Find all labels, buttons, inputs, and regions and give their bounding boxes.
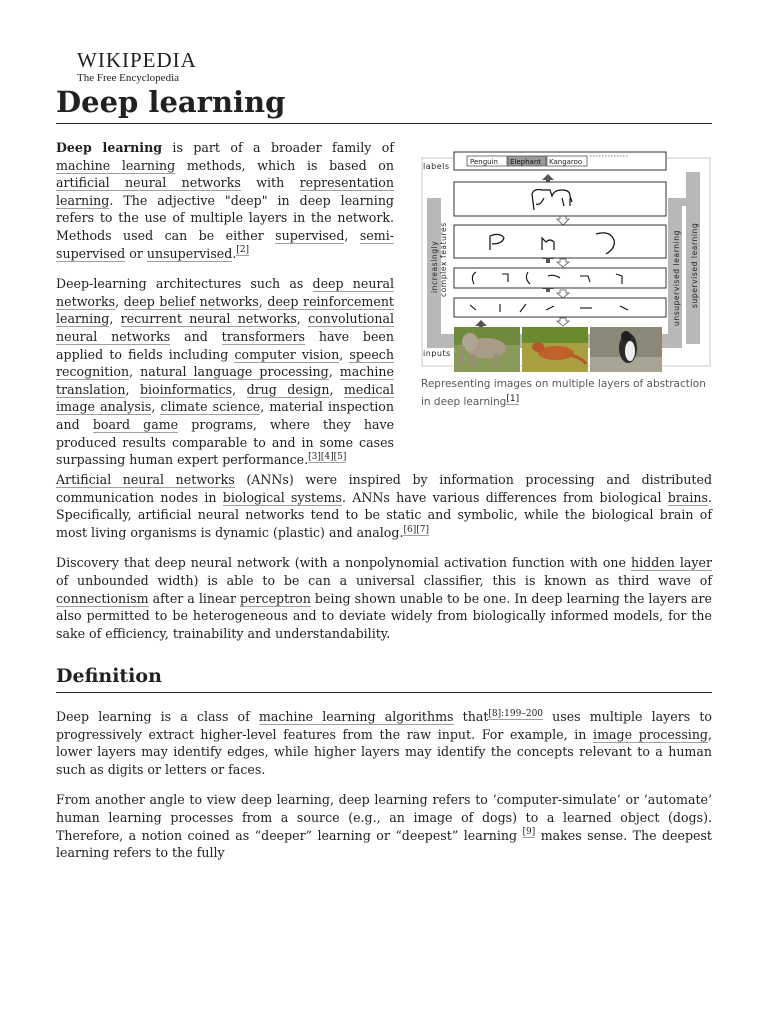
link-convolutional-neural-networks[interactable]: convolutional neural networks [56,311,394,344]
text: or [125,245,147,261]
text: that [453,709,489,724]
label-unsupervised-learning: unsupervised learning [672,229,681,326]
caption-citation-1[interactable]: [1] [506,393,520,404]
text: , material inspection and [56,399,394,432]
label-complex-features: complex features [439,222,448,297]
class-kangaroo: Kangaroo [549,158,583,166]
text: , [115,293,124,309]
text: , [329,381,344,397]
link-computer-vision[interactable]: computer vision [234,346,340,362]
link-deep-reinforcement-learning[interactable]: deep reinforcement learning [56,293,394,327]
intro-paragraph-2 [56,275,394,469]
text: with [240,175,300,191]
logo-tagline: The Free Encyclopedia [77,72,180,84]
link-supervised[interactable]: supervised [275,227,345,243]
link-speech-recognition[interactable]: speech recognition [56,346,394,380]
wikipedia-logo[interactable] [77,49,197,84]
caption-text: Representing images on multiple layers of abstraction in deep learning [421,378,706,408]
text: , [344,227,360,243]
label-supervised-learning: supervised learning [690,222,699,308]
body-paragraph-anns [56,471,712,655]
link-deep-neural-networks[interactable]: deep neural networks [56,276,395,309]
text: have been applied to fields including [56,328,394,362]
text: Discovery that deep neural network (with a nonpolynomial activation function with one [56,555,632,571]
input-photo-penguin [590,327,662,372]
figure-caption [421,375,713,411]
text: , [328,364,340,380]
row-label-inputs: inputs [423,349,451,358]
logo-wordmark: WIKIPEDIA [77,48,197,72]
citation-2[interactable]: [2] [236,245,250,256]
class-elephant: Elephant [510,158,542,166]
paragraph-discovery [56,554,712,642]
text: . ANNs have various differences from biological [341,489,668,505]
link-machine-translation[interactable]: machine translation [56,364,394,397]
citation-8[interactable]: [8]:199–200 [488,708,544,719]
link-natural-language-processing[interactable]: natural language processing [140,364,329,380]
link-semi-supervised[interactable]: semi-supervised [56,227,394,261]
figure-diagram [420,150,712,372]
link-transformers[interactable]: transformers [221,328,305,344]
text: , [258,293,268,309]
class-penguin: Penguin [470,158,498,166]
text: , [129,364,141,380]
text: after a linear [148,590,240,606]
definition-paragraph-1 [56,708,712,778]
text: is part of a broader family of [162,140,394,155]
link-machine-learning[interactable]: machine learning [56,157,176,173]
lead-term: Deep learning [56,140,163,155]
link-biological-systems[interactable]: biological systems [222,489,342,505]
input-photo-elephant [454,327,520,372]
intro-paragraph-1 [56,139,394,262]
citation-6-7[interactable]: [6][7] [403,524,429,535]
input-photo-kangaroo [522,327,588,372]
text: programs, where they have produced results comparable to and in some cases surpassing human expert performance. [56,416,395,468]
text: , [339,346,350,362]
label-increasingly: increasingly [430,240,439,293]
text: Deep learning is a class of [56,709,259,724]
text: , [232,381,247,397]
citation-3-4-5[interactable]: [3][4][5] [308,451,347,462]
link-artificial-neural-networks-2[interactable]: Artificial neural networks [56,472,235,487]
text: of unbounded width) is able to be can a universal classifier, this is known as third wave of [56,572,712,588]
citation-9[interactable]: [9] [522,827,536,838]
link-representation-learning[interactable]: representation learning [56,175,394,208]
link-brains[interactable]: brains [667,489,708,505]
page-title: Deep learning [56,82,712,124]
band-join [668,198,700,206]
text: Deep-learning architectures such as [56,276,313,292]
text: methods, which is based on [175,157,395,173]
link-board-game[interactable]: board game [92,416,179,432]
definition-section [56,708,712,875]
link-deep-belief-networks[interactable]: deep belief networks [123,293,259,309]
text: . [232,245,237,261]
text: (ANNs) were inspired by information processing and distributed communication nodes in [56,472,712,505]
layer-object-parts [454,182,666,216]
text: , [125,381,140,397]
link-medical-image-analysis[interactable]: medical image analysis [56,381,394,415]
text: , [109,311,121,327]
link-drug-design[interactable]: drug design [246,381,330,397]
text: uses multiple layers to progressively extract higher-level features from the raw input. For example, in [56,709,712,742]
link-machine-learning-algorithms[interactable]: machine learning algorithms [258,709,454,724]
link-image-processing[interactable]: image processing [593,726,708,742]
section-heading-definition: Definition [56,662,712,693]
deep-learning-figure[interactable] [420,150,712,376]
link-hidden-layer[interactable]: hidden layer [631,555,712,571]
layer-parts [454,225,666,258]
row-label-labels: labels [423,162,450,171]
text: being shown unable to be one. In deep learning the layers are also permitted to be heterogeneous and to deviate widely from biologically informed models, for the sake of efficiency, trainability and understandability. [56,590,713,641]
definition-paragraph-2 [56,791,712,861]
link-artificial-neural-networks[interactable]: artificial neural networks [56,175,241,191]
layer-edges [454,298,666,317]
intro-section [56,139,394,482]
link-climate-science[interactable]: climate science [160,399,261,415]
text: . The adjective "deep" in deep learning refers to the use of multiple layers in the network. Methods used can be either [56,192,394,243]
text: makes sense. The deepest learning refers to the fully [56,827,712,861]
link-bioinformatics[interactable]: bioinformatics [139,381,233,397]
link-unsupervised[interactable]: unsupervised [146,245,233,261]
link-perceptron[interactable]: perceptron [240,590,311,606]
text: , [151,399,161,415]
text: . Specifically, artificial neural networks tend to be static and symbolic, while the biological brain of most living organisms is dynamic (plastic) and analog. [56,489,712,540]
paragraph-anns [56,471,712,541]
text: , [296,311,309,327]
link-connectionism[interactable]: connectionism [56,590,149,606]
link-recurrent-neural-networks[interactable]: recurrent neural networks [120,311,297,327]
text: and [170,328,222,344]
text: , lower layers may identify edges, while higher layers may identify the concepts relevant to a human such as digits or letters or faces. [56,726,713,777]
text: From another angle to view deep learning, deep learning refers to ‘computer-simulate’ or ‘automate’ human learning processes from a source (e.g., an image of dogs) to a learned object (dogs). Therefore, a notion coined as “deeper” learning or “deepest” learning [56,792,712,843]
